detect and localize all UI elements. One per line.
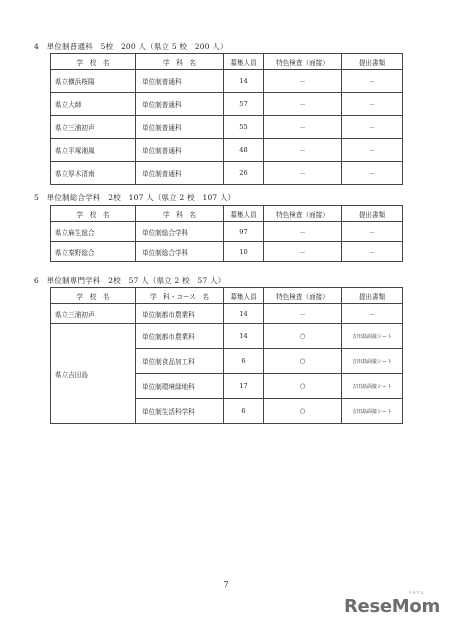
table-row [51, 162, 403, 185]
special-check: ○ [264, 324, 342, 349]
section-4-title: 4 単位制普通科 5校 200 人（県立 5 校 200 人） [34, 42, 228, 51]
dept-name: 単位制生活科学科 [136, 399, 224, 424]
capacity: 97 [224, 222, 264, 242]
school-name: 県立三浦初声 [51, 304, 136, 324]
special-check: － [264, 116, 342, 139]
logo-ruby-text: リセマム [408, 590, 424, 595]
special-check: － [264, 304, 342, 324]
special-check: － [264, 93, 342, 116]
documents: － [342, 70, 403, 93]
capacity: 55 [224, 116, 264, 139]
capacity: 14 [224, 324, 264, 349]
section-6-table [50, 287, 403, 424]
header-special-check: 特色検査（面接） [264, 288, 342, 304]
table-header-row [51, 288, 403, 304]
documents: 吉田島面接シート [342, 399, 403, 424]
special-check: ○ [264, 374, 342, 399]
dept-name: 単位制普通科 [136, 116, 224, 139]
documents: 吉田島面接シート [342, 374, 403, 399]
documents: 吉田島面接シート [342, 324, 403, 349]
documents: － [342, 93, 403, 116]
table-row [51, 242, 403, 262]
section-6-title: 6 単位制専門学科 2校 57 人（県立 2 校 57 人） [34, 276, 226, 285]
header-documents: 提出書類 [342, 288, 403, 304]
dept-name: 単位制環境緑地科 [136, 374, 224, 399]
special-check: ○ [264, 399, 342, 424]
header-school: 学 校 名 [51, 206, 136, 222]
header-capacity: 募集人員 [224, 288, 264, 304]
documents: － [342, 222, 403, 242]
section-4-table [50, 53, 403, 185]
header-dept-course: 学 科・コース 名 [136, 288, 224, 304]
resemom-logo: ReseMom [344, 596, 440, 617]
capacity: 10 [224, 242, 264, 262]
header-school: 学 校 名 [51, 54, 136, 70]
table-row [51, 304, 403, 324]
school-name: 県立麻生総合 [51, 222, 136, 242]
dept-name: 単位制都市農業科 [136, 304, 224, 324]
special-check: ○ [264, 349, 342, 374]
school-name: 県立横浜桜陽 [51, 70, 136, 93]
header-documents: 提出書類 [342, 54, 403, 70]
dept-name: 単位制普通科 [136, 162, 224, 185]
special-check: － [264, 162, 342, 185]
dept-name: 単位制普通科 [136, 93, 224, 116]
school-name: 県立秦野総合 [51, 242, 136, 262]
table-row [51, 116, 403, 139]
documents: － [342, 242, 403, 262]
header-capacity: 募集人員 [224, 206, 264, 222]
school-name: 県立大師 [51, 93, 136, 116]
page-number: 7 [223, 580, 229, 589]
school-name: 県立厚木清南 [51, 162, 136, 185]
capacity: 6 [224, 399, 264, 424]
header-special-check: 特色検査（面接） [264, 54, 342, 70]
documents: － [342, 116, 403, 139]
capacity: 57 [224, 93, 264, 116]
documents: － [342, 162, 403, 185]
documents: － [342, 304, 403, 324]
special-check: － [264, 242, 342, 262]
table-row [51, 70, 403, 93]
header-special-check: 特色検査（面接） [264, 206, 342, 222]
dept-name: 単位制普通科 [136, 139, 224, 162]
section-5-title: 5 単位制総合学科 2校 107 人（県立 2 校 107 人） [34, 193, 236, 202]
dept-name: 単位制総合学科 [136, 242, 224, 262]
documents: － [342, 139, 403, 162]
table-row [51, 222, 403, 242]
school-name-group: 県立吉田島 [51, 324, 136, 424]
dept-name: 単位制総合学科 [136, 222, 224, 242]
dept-name: 単位制都市農業科 [136, 324, 224, 349]
table-row [51, 324, 403, 349]
header-dept: 学 科 名 [136, 54, 224, 70]
dept-name: 単位制食品加工科 [136, 349, 224, 374]
special-check: － [264, 222, 342, 242]
special-check: － [264, 70, 342, 93]
table-header-row [51, 206, 403, 222]
capacity: 48 [224, 139, 264, 162]
capacity: 26 [224, 162, 264, 185]
table-row [51, 93, 403, 116]
section-5-table [50, 205, 403, 262]
header-documents: 提出書類 [342, 206, 403, 222]
header-dept: 学 科 名 [136, 206, 224, 222]
capacity: 14 [224, 304, 264, 324]
school-name: 県立三浦初声 [51, 116, 136, 139]
table-row [51, 139, 403, 162]
capacity: 14 [224, 70, 264, 93]
capacity: 6 [224, 349, 264, 374]
dept-name: 単位制普通科 [136, 70, 224, 93]
header-capacity: 募集人員 [224, 54, 264, 70]
header-school: 学 校 名 [51, 288, 136, 304]
table-header-row [51, 54, 403, 70]
school-name: 県立平塚湘風 [51, 139, 136, 162]
capacity: 17 [224, 374, 264, 399]
documents: 吉田島面接シート [342, 349, 403, 374]
special-check: － [264, 139, 342, 162]
